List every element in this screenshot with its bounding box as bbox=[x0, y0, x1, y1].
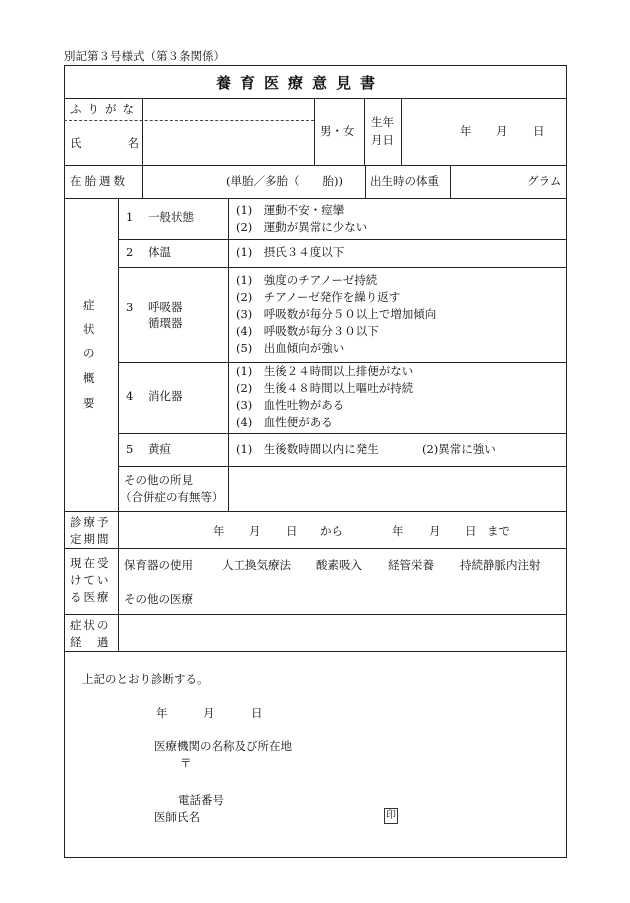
col-line bbox=[314, 98, 315, 165]
frame-bottom bbox=[64, 857, 567, 858]
symptoms-side-label: の bbox=[83, 346, 95, 360]
birth-type: (単胎／多胎（ 胎)) bbox=[226, 174, 343, 188]
symptom-item: (2)異常に強い bbox=[422, 442, 496, 456]
symptom-item: (1) 生後数時間以内に発生 bbox=[236, 442, 379, 456]
col-line bbox=[364, 98, 365, 165]
row-line bbox=[64, 198, 567, 199]
symptom-item: (4) 呼吸数が毎分３０以下 bbox=[236, 324, 379, 338]
doctor-name-label: 医師氏名 bbox=[154, 810, 200, 824]
col-line bbox=[118, 198, 119, 651]
birth-weight-label: 出生時の体重 bbox=[370, 174, 439, 188]
treatment-label: けてい bbox=[70, 573, 111, 587]
diagnosis-statement: 上記のとおり診断する。 bbox=[82, 672, 209, 686]
section-number: 2 bbox=[126, 245, 134, 259]
col-line bbox=[228, 198, 229, 511]
course-label: 経 過 bbox=[70, 635, 111, 649]
sex-options: 男・女 bbox=[320, 124, 355, 138]
symptom-item: (5) 出血傾向が強い bbox=[236, 341, 345, 355]
symptom-item: (2) 運動が異常に少ない bbox=[236, 220, 368, 234]
schedule-to-year: 年 bbox=[392, 524, 404, 538]
schedule-to-day: 日 bbox=[465, 524, 477, 538]
col-line bbox=[450, 165, 451, 198]
birth-year: 年 bbox=[460, 124, 472, 138]
frame-left bbox=[64, 65, 65, 858]
symptoms-side-label: 状 bbox=[83, 322, 95, 336]
footer-month: 月 bbox=[203, 706, 215, 720]
row-line bbox=[64, 651, 567, 652]
other-findings-label: （合併症の有無等） bbox=[120, 490, 224, 504]
schedule-from-year: 年 bbox=[213, 524, 225, 538]
treatment-other: その他の医療 bbox=[124, 592, 193, 606]
phone-label: 電話番号 bbox=[178, 793, 224, 807]
treatment-label: 現在受 bbox=[70, 556, 111, 570]
frame-right bbox=[566, 65, 567, 858]
symptom-item: (4) 血性便がある bbox=[236, 415, 333, 429]
row-line bbox=[64, 165, 567, 166]
birth-label: 月日 bbox=[371, 133, 394, 147]
schedule-label: 診療予 bbox=[70, 515, 111, 529]
section-number: 3 bbox=[126, 300, 134, 314]
section-label: 循環器 bbox=[148, 316, 183, 330]
row-line bbox=[64, 548, 567, 549]
section-label: 黄疸 bbox=[148, 442, 171, 456]
schedule-until: まで bbox=[487, 524, 510, 538]
row-line bbox=[118, 433, 567, 434]
section-number: 4 bbox=[126, 389, 134, 403]
symptom-item: (3) 血性吐物がある bbox=[236, 398, 345, 412]
section-label: 消化器 bbox=[148, 389, 183, 403]
form-label: 別記第３号様式（第３条関係） bbox=[64, 49, 225, 63]
course-label: 症状の bbox=[70, 618, 111, 632]
symptom-item: (2) 生後４８時間以上嘔吐が持続 bbox=[236, 381, 414, 395]
row-line bbox=[64, 511, 567, 512]
symptoms-side-label: 要 bbox=[83, 396, 95, 410]
col-line bbox=[142, 98, 143, 198]
postal-mark: 〒 bbox=[180, 756, 192, 770]
symptom-item: (1) 強度のチアノーゼ持続 bbox=[236, 273, 378, 287]
symptoms-side-label: 症 bbox=[83, 298, 95, 312]
row-line bbox=[118, 362, 567, 363]
seal-mark: 印 bbox=[384, 808, 398, 824]
symptom-item: (1) 運動不安・痙攣 bbox=[236, 203, 345, 217]
row-line bbox=[118, 466, 567, 467]
furigana-label: ふりがな bbox=[70, 102, 140, 116]
row-line bbox=[64, 614, 567, 615]
furigana-divider bbox=[64, 120, 314, 121]
row-line bbox=[64, 98, 567, 99]
section-label: 呼吸器 bbox=[148, 300, 183, 314]
form-title: 養育医療意見書 bbox=[216, 74, 385, 92]
col-line bbox=[365, 165, 366, 198]
section-label: 一般状態 bbox=[148, 210, 194, 224]
schedule-from-month: 月 bbox=[249, 524, 261, 538]
treatment-item: 酸素吸入 bbox=[316, 558, 362, 572]
schedule-from-day: 日 bbox=[286, 524, 298, 538]
treatment-item: 人工換気療法 bbox=[222, 558, 291, 572]
row-line bbox=[118, 239, 567, 240]
symptom-item: (1) 生後２４時間以上排便がない bbox=[236, 364, 414, 378]
institution-label: 医療機関の名称及び所在地 bbox=[154, 739, 292, 753]
symptom-item: (1) 摂氏３４度以下 bbox=[236, 245, 345, 259]
footer-day: 日 bbox=[251, 706, 263, 720]
birth-month: 月 bbox=[496, 124, 508, 138]
symptom-item: (3) 呼吸数が毎分５０以上で増加傾向 bbox=[236, 307, 437, 321]
birth-day: 日 bbox=[533, 124, 545, 138]
symptom-item: (2) チアノーゼ発作を繰り返す bbox=[236, 290, 401, 304]
section-number: 1 bbox=[126, 210, 134, 224]
other-findings-label: その他の所見 bbox=[124, 473, 193, 487]
section-label: 体温 bbox=[148, 245, 171, 259]
frame-top bbox=[64, 65, 567, 66]
treatment-item: 経管栄養 bbox=[388, 558, 434, 572]
birth-label: 生年 bbox=[371, 115, 394, 129]
schedule-from: から bbox=[320, 524, 343, 538]
gram-unit: グラム bbox=[527, 174, 562, 188]
footer-year: 年 bbox=[156, 706, 168, 720]
schedule-label: 定期間 bbox=[70, 532, 111, 546]
col-line bbox=[401, 98, 402, 165]
name-label: 氏 名 bbox=[70, 136, 139, 150]
gestation-label: 在胎週数 bbox=[70, 174, 128, 188]
section-number: 5 bbox=[126, 442, 134, 456]
treatment-item: 保育器の使用 bbox=[124, 558, 193, 572]
treatment-item: 持続静脈内注射 bbox=[460, 558, 541, 572]
treatment-label: る医療 bbox=[70, 590, 111, 604]
symptoms-side-label: 概 bbox=[83, 371, 95, 385]
schedule-to-month: 月 bbox=[429, 524, 441, 538]
row-line bbox=[118, 267, 567, 268]
